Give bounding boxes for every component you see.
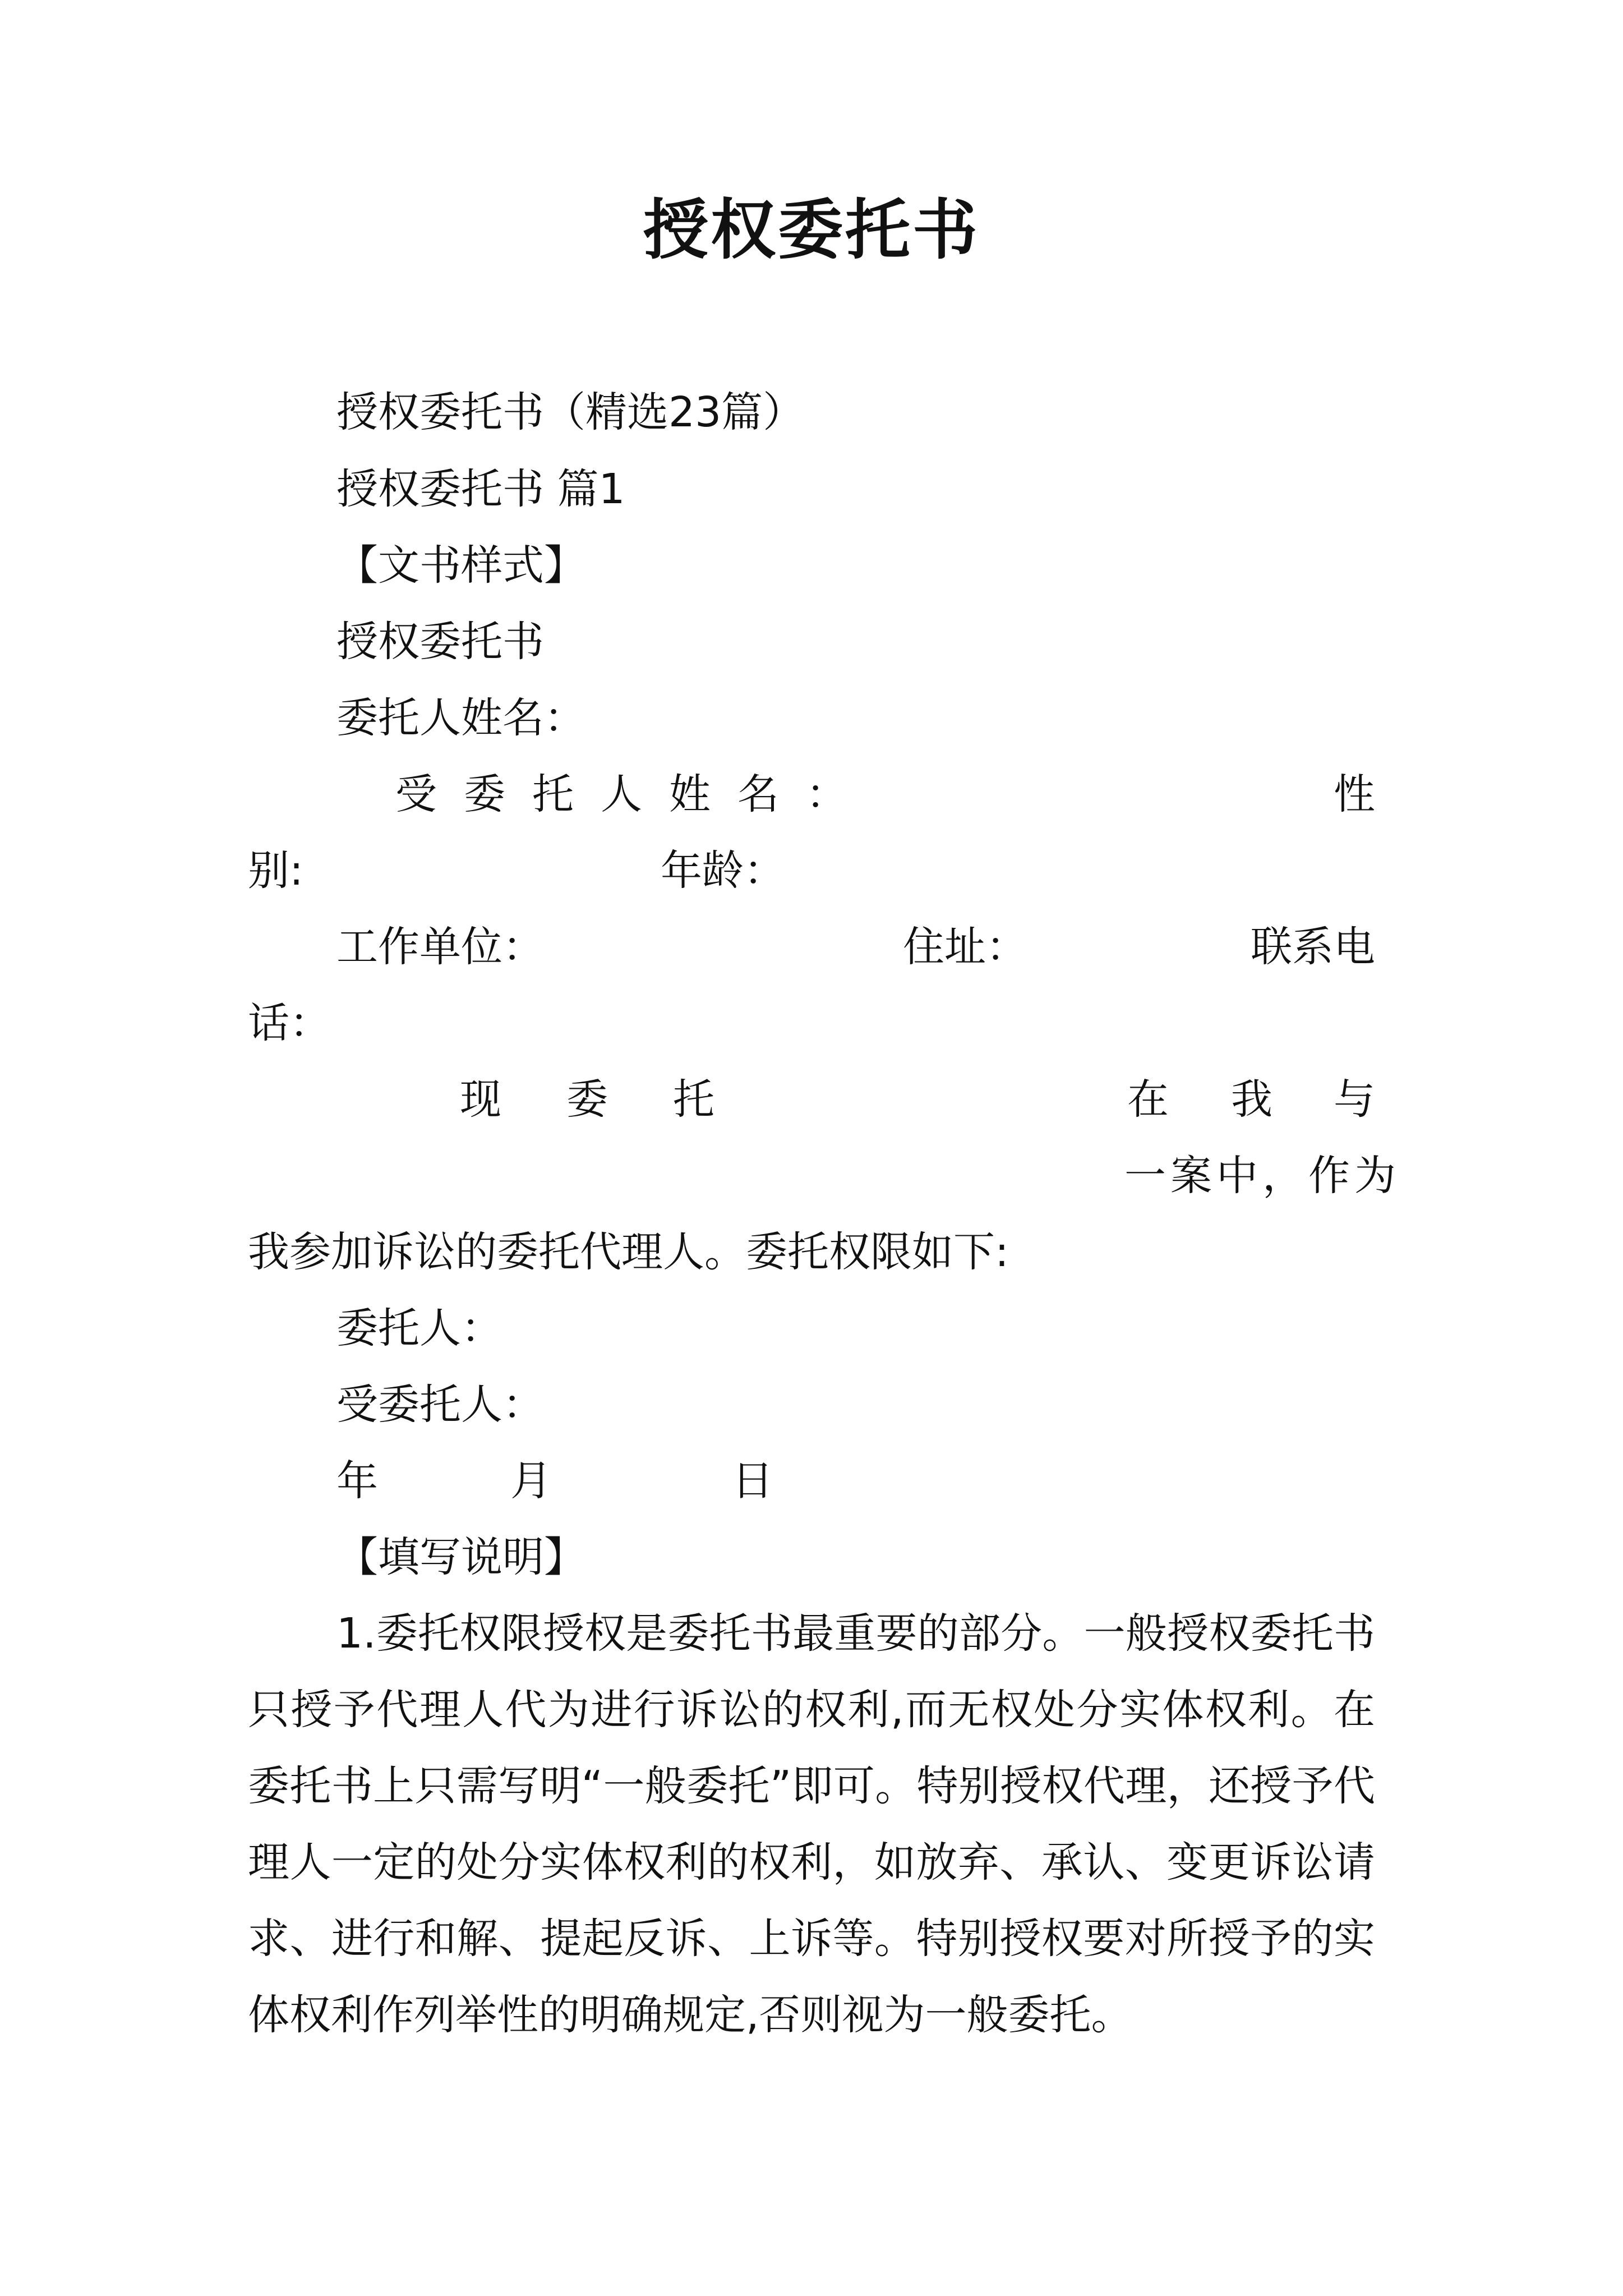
entrust-char-2: 委 [566,1075,608,1124]
document-subtitle: 授权委托书（精选23篇） [336,388,805,436]
entrust-end: 我参加诉讼的委托代理人。委托权限如下: [248,1228,1009,1276]
entrust-char-5: 我 [1231,1075,1272,1124]
agent-name-label: 受委托人姓名： [395,770,874,818]
instruction-paragraph-1: 1.委托权限授权是委托书最重要的部分。一般授权委托书只授予代理人代为进行诉讼的权利,而无权处分实体权利。在委托书上只需写明“一般委托”即可。特别授权代理，还授予代理人一定的处分实体权利的权利，如放弃、承认、变更诉讼请求、进行和解、提起反诉、上诉等。特别授权要对所授予的实体权利作列举性的明确规定,否则视为一般委托。 [248,1609,1375,2039]
workplace-label: 工作单位： [336,923,544,971]
form-title: 授权委托书 [336,618,544,666]
entrust-char-6: 与 [1334,1075,1375,1124]
date-month: 月 [510,1457,552,1505]
gender-label-part2: 别: [248,846,303,895]
document-title: 授权委托书 [643,192,980,268]
phone-label-part1: 联系电 [1251,923,1375,971]
entrust-char-3: 托 [673,1075,714,1124]
client-sign-label: 委托人： [336,1304,502,1352]
agent-sign-label: 受委托人： [336,1381,544,1429]
client-name-label: 委托人姓名： [336,694,585,742]
age-label: 年龄： [661,846,785,895]
date-day: 日 [732,1457,773,1505]
address-label: 住址： [903,923,1027,971]
entrust-char-1: 现 [460,1075,501,1124]
date-year: 年 [336,1457,378,1505]
entrust-continuation: 一案中，作为 [1124,1152,1400,1200]
format-heading: 【文书样式】 [336,541,585,590]
gender-label-part1: 性 [1334,770,1375,818]
entrust-char-4: 在 [1127,1075,1169,1124]
phone-label-part2: 话： [248,999,331,1047]
section-heading: 授权委托书 篇1 [336,465,625,513]
instructions-heading: 【填写说明】 [336,1533,585,1581]
